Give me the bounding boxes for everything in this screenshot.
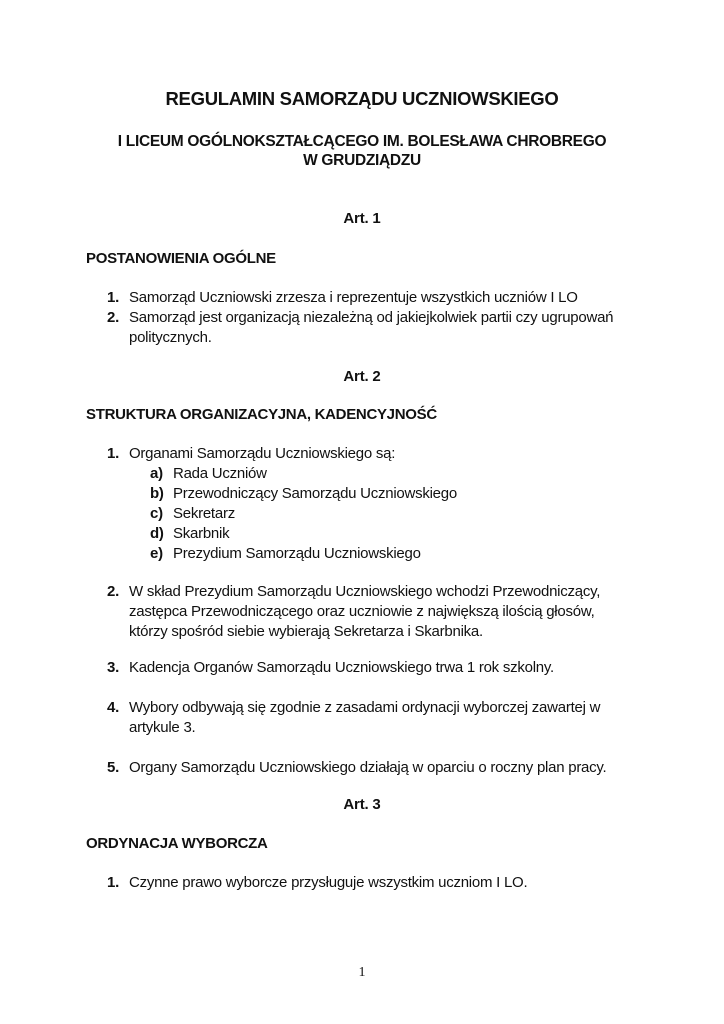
item-text: Samorząd jest organizacją niezależną od jakiejkolwiek partii czy ugrupowań politycznych. — [129, 309, 614, 346]
page-number: 1 — [358, 965, 366, 980]
item-number: 3. — [107, 659, 120, 676]
organ-item-a — [150, 464, 267, 484]
organ-text: Przewodniczący Samorządu Uczniowskiego — [173, 485, 457, 502]
art-1-section-title: POSTANOWIENIA OGÓLNE — [86, 250, 276, 267]
item-text: Samorząd Uczniowski zrzesza i reprezentuje wszystkich uczniów I LO — [129, 289, 578, 306]
organ-text: Sekretarz — [173, 505, 235, 522]
document-title: REGULAMIN SAMORZĄDU UCZNIOWSKIEGO — [165, 88, 559, 109]
item-text: W skład Prezydium Samorządu Uczniowskiego wchodzi Przewodniczący, zastępca Przewodniczącego oraz uczniowie z największą ilością głosów, którzy spośród siebie wybierają Sekretarza i Skarbnika. — [129, 583, 601, 640]
organ-letter: a) — [150, 465, 163, 482]
art-3-item-1 — [107, 873, 647, 893]
art-2-item-4 — [107, 698, 647, 738]
item-text: Kadencja Organów Samorządu Uczniowskiego trwa 1 rok szkolny. — [129, 659, 554, 676]
item-number: 4. — [107, 699, 120, 716]
art-1-item-2 — [107, 308, 627, 348]
organ-letter: c) — [150, 505, 163, 522]
art-1-heading: Art. 1 — [343, 210, 381, 227]
subtitle-line-2: W GRUDZIĄDZU — [303, 152, 421, 169]
item-text: Organami Samorządu Uczniowskiego są: — [129, 445, 396, 462]
art-2-item-5 — [107, 758, 647, 778]
art-3-section-title: ORDYNACJA WYBORCZA — [86, 835, 268, 852]
organ-letter: d) — [150, 525, 164, 542]
item-text: Czynne prawo wyborcze przysługuje wszystkim uczniom I LO. — [129, 874, 528, 891]
organ-item-b — [150, 484, 457, 504]
organ-letter: e) — [150, 545, 163, 562]
subtitle-line-1: I LICEUM OGÓLNOKSZTAŁCĄCEGO IM. BOLESŁAWA CHROBREGO — [117, 133, 607, 150]
organ-text: Prezydium Samorządu Uczniowskiego — [173, 545, 421, 562]
item-number: 2. — [107, 583, 120, 600]
art-2-heading: Art. 2 — [343, 368, 381, 385]
art-2-section-title: STRUKTURA ORGANIZACYJNA, KADENCYJNOŚĆ — [86, 406, 437, 423]
organ-item-e — [150, 544, 421, 564]
item-text: Wybory odbywają się zgodnie z zasadami ordynacji wyborczej zawartej w artykule 3. — [129, 699, 601, 736]
art-1-item-1 — [107, 288, 647, 308]
item-number: 5. — [107, 759, 120, 776]
art-2-item-2 — [107, 582, 607, 642]
item-number: 2. — [107, 309, 120, 326]
art-3-heading: Art. 3 — [343, 796, 381, 813]
art-2-item-1 — [107, 444, 647, 464]
item-number: 1. — [107, 289, 120, 306]
item-number: 1. — [107, 445, 120, 462]
item-text: Organy Samorządu Uczniowskiego działają w oparciu o roczny plan pracy. — [129, 759, 607, 776]
organ-item-d — [150, 524, 229, 544]
item-number: 1. — [107, 874, 120, 891]
organ-item-c — [150, 504, 235, 524]
organ-letter: b) — [150, 485, 164, 502]
organ-text: Rada Uczniów — [173, 465, 267, 482]
art-2-item-3 — [107, 658, 647, 678]
document-subtitle — [0, 132, 724, 170]
organ-text: Skarbnik — [173, 525, 230, 542]
